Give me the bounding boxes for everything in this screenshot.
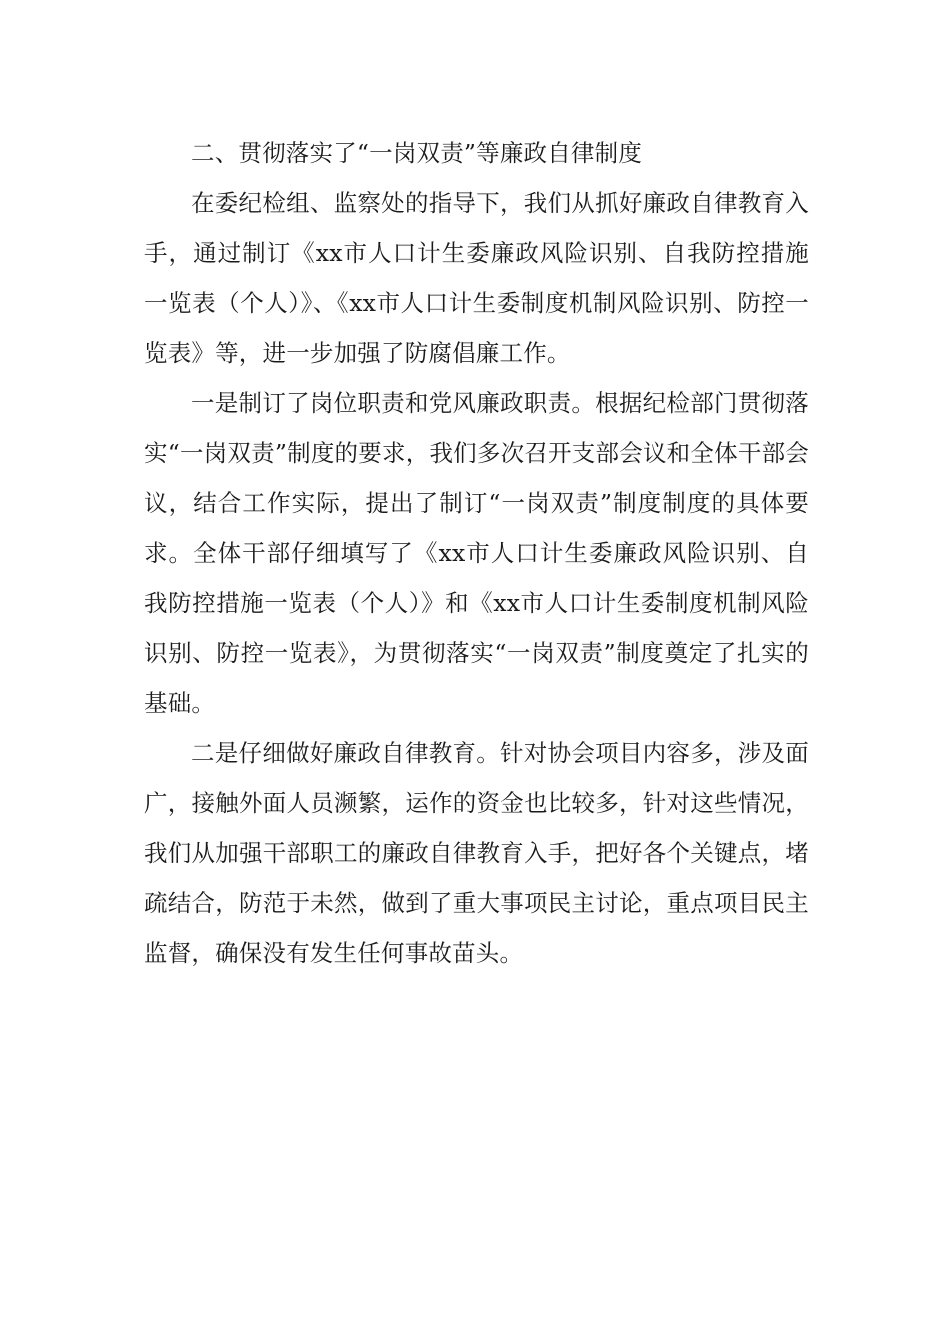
paragraph-first-point: 一是制订了岗位职责和党风廉政职责。根据纪检部门贯彻落实“一岗双责”制度的要求，我们多次召开支部会议和全体干部会议，结合工作实际，提出了制订“一岗双责”制度制度的具体要求。全体干部仔细填写了《xx市人口计生委廉政风险识别、自我防控措施一览表（个人）》和《xx市人口计生委制度机制风险识别、防控一览表》，为贯彻落实“一岗双责”制度奠定了扎实的基础。 (144, 389, 809, 717)
section-heading: 二、贯彻落实了“一岗双责”等廉政自律制度 (191, 139, 643, 167)
paragraph-second-point: 二是仔细做好廉政自律教育。针对协会项目内容多，涉及面广，接触外面人员濒繁，运作的资金也比较多，针对这些情况，我们从加强干部职工的廉政自律教育入手，把好各个关键点，堵疏结合，防范于未然，做到了重大事项民主讨论，重点项目民主监督，确保没有发生任何事故苗头。 (144, 739, 809, 967)
paragraph-intro: 在委纪检组、监察处的指导下，我们从抓好廉政自律教育入手，通过制订《xx市人口计生委廉政风险识别、自我防控措施一览表（个人）》、《xx市人口计生委制度机制风险识别、防控一览表》等，进一步加强了防腐倡廉工作。 (144, 189, 809, 367)
document-body (144, 128, 809, 978)
